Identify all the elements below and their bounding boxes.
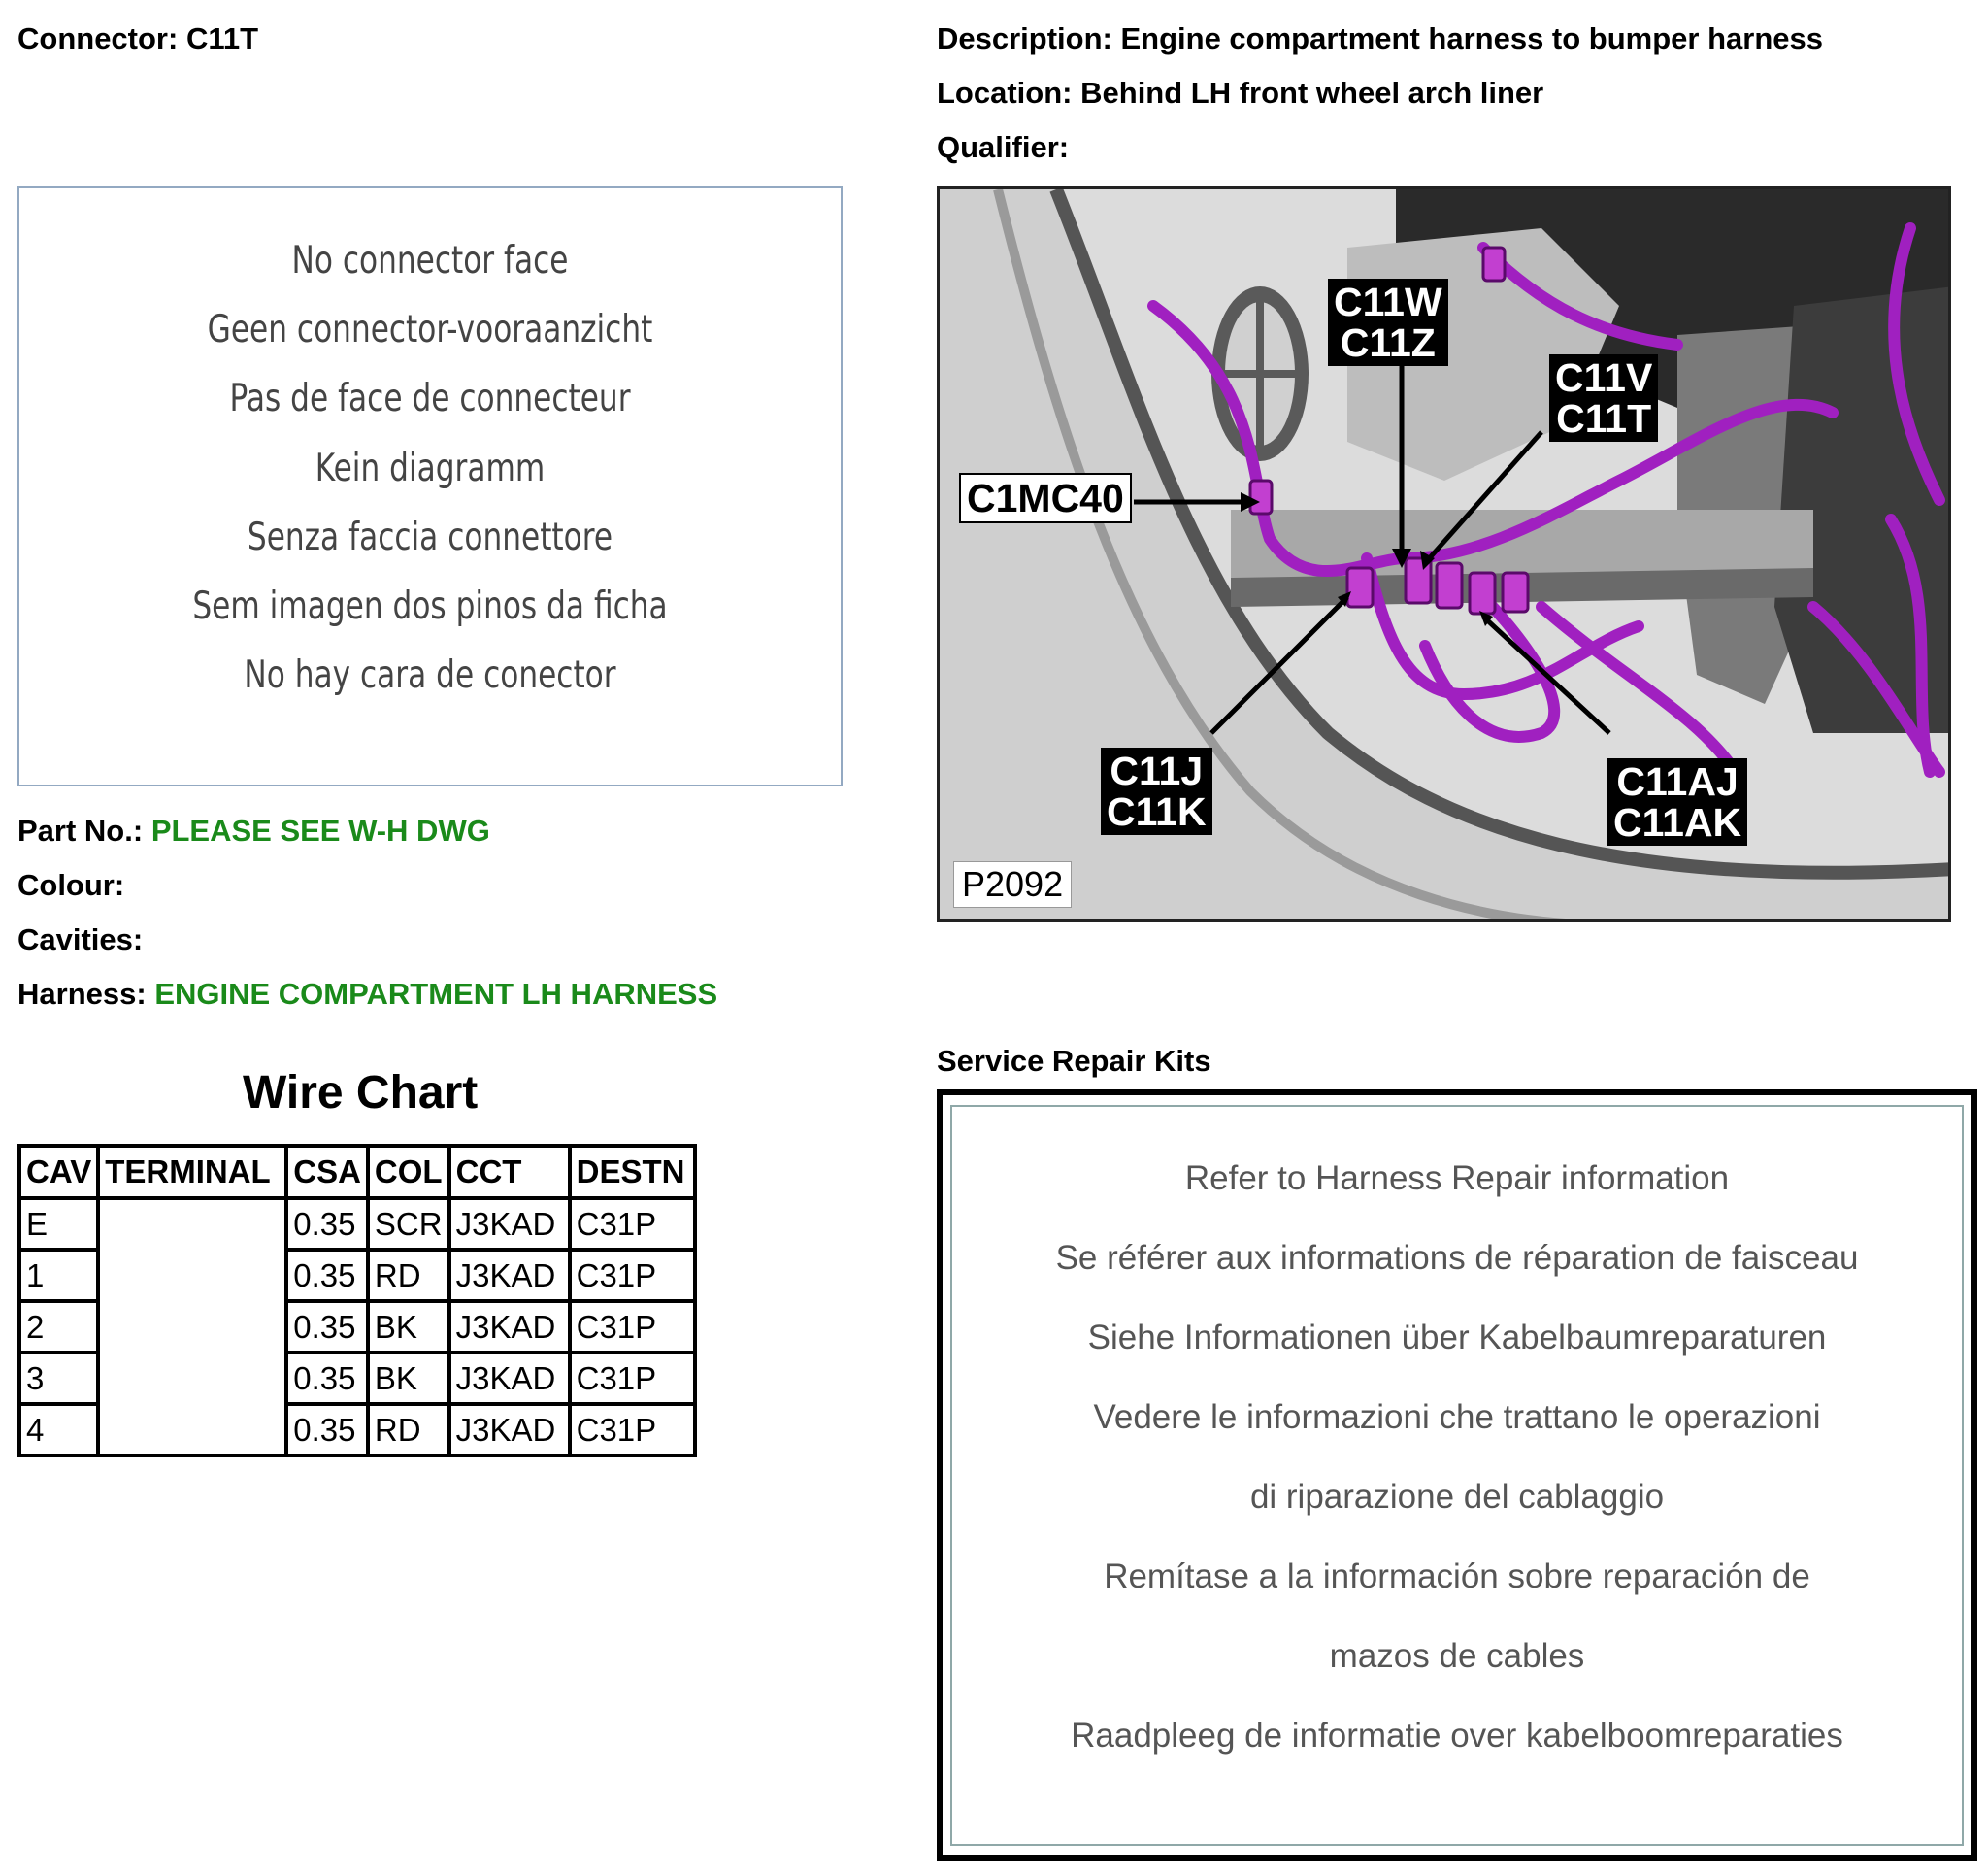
callout-c11aj: C11AJ [1616, 759, 1739, 804]
cell-col: RD [368, 1404, 449, 1455]
part-no-value: PLEASE SEE W-H DWG [150, 814, 490, 848]
kit-line: mazos de cables [1329, 1637, 1585, 1675]
cell-csa: 0.35 [286, 1250, 368, 1301]
cell-destn: C31P [570, 1250, 695, 1301]
cell-cct: J3KAD [449, 1250, 570, 1301]
callout-c11k: C11K [1107, 789, 1207, 834]
cavities-label: Cavities: [17, 922, 144, 956]
location-field [937, 76, 1543, 111]
callout-c11aj-c11ak [1607, 758, 1747, 846]
colour-label: Colour: [17, 868, 125, 902]
header-destn: DESTN [570, 1146, 695, 1198]
qualifier-label: Qualifier: [937, 130, 1070, 164]
callout-c1mc40-label: C1MC40 [967, 476, 1124, 520]
cell-csa: 0.35 [286, 1198, 368, 1250]
header-csa: CSA [286, 1146, 368, 1198]
kit-line: di riparazione del cablaggio [1249, 1478, 1665, 1516]
service-repair-kits-title: Service Repair Kits [937, 1044, 1211, 1078]
callout-c11t: C11T [1556, 396, 1652, 441]
connector-face-panel [17, 186, 843, 786]
connector-field [17, 21, 258, 56]
callout-c11j: C11J [1110, 749, 1204, 793]
cell-csa: 0.35 [286, 1404, 368, 1455]
face-line: Senza faccia connettore [247, 516, 613, 559]
cell-terminal [98, 1198, 286, 1455]
cell-cav: E [19, 1198, 98, 1250]
header-cct: CCT [449, 1146, 570, 1198]
wire-chart-header-row [19, 1146, 695, 1198]
cell-col: RD [368, 1250, 449, 1301]
kit-line: Siehe Informationen über Kabelbaumreparaturen [1087, 1319, 1827, 1356]
kit-line: Refer to Harness Repair information [1184, 1159, 1730, 1197]
kit-line: Raadpleeg de informatie over kabelboomreparaties [1071, 1717, 1843, 1755]
face-line: No connector face [291, 239, 569, 283]
qualifier-field [937, 130, 1069, 165]
harness-field [17, 977, 717, 1012]
cell-destn: C31P [570, 1404, 695, 1455]
part-no-label: Part No.: [17, 814, 144, 848]
cell-cav: 3 [19, 1353, 98, 1404]
location-value: Behind LH front wheel arch liner [1080, 76, 1544, 110]
cell-cav: 2 [19, 1301, 98, 1353]
face-line: No hay cara de conector [244, 653, 616, 697]
cell-destn: C31P [570, 1353, 695, 1404]
cavities-field [17, 922, 143, 957]
header-col: COL [368, 1146, 449, 1198]
cell-cct: J3KAD [449, 1404, 570, 1455]
callout-c11z: C11Z [1340, 320, 1436, 365]
connector-value: C11T [185, 21, 259, 55]
harness-value: ENGINE COMPARTMENT LH HARNESS [154, 977, 718, 1011]
colour-field [17, 868, 124, 903]
description-value: Engine compartment harness to bumper harness [1120, 21, 1823, 55]
face-line: Geen connector-vooraanzicht [207, 308, 653, 351]
part-no-field [17, 814, 490, 849]
cell-col: BK [368, 1301, 449, 1353]
face-line: Pas de face de connecteur [229, 377, 631, 420]
kit-line: Se référer aux informations de réparation de faisceau [1055, 1239, 1859, 1277]
callout-c11w: C11W [1334, 280, 1442, 324]
service-repair-kits-inner [950, 1105, 1964, 1846]
callout-c11v: C11V [1555, 355, 1653, 400]
image-reference: P2092 [953, 861, 1072, 908]
location-label: Location: [937, 76, 1073, 110]
callout-c11w-c11z [1328, 279, 1448, 366]
face-line: Sem imagen dos pinos da ficha [192, 585, 668, 628]
callout-c1mc40 [959, 473, 1132, 523]
connector-label: Connector: [17, 21, 179, 55]
face-line: Kein diagramm [315, 447, 546, 490]
cell-csa: 0.35 [286, 1301, 368, 1353]
cell-col: BK [368, 1353, 449, 1404]
wire-chart-title: Wire Chart [243, 1067, 479, 1119]
connector-location-image [937, 186, 1951, 922]
callout-c11ak: C11AK [1613, 800, 1742, 845]
cell-destn: C31P [570, 1198, 695, 1250]
cell-cav: 1 [19, 1250, 98, 1301]
cell-cav: 4 [19, 1404, 98, 1455]
cell-cct: J3KAD [449, 1353, 570, 1404]
harness-label: Harness: [17, 977, 147, 1011]
wire-chart-table [17, 1144, 697, 1457]
cell-col: SCR [368, 1198, 449, 1250]
kit-line: Remítase a la información sobre reparación de [1104, 1557, 1810, 1595]
cell-destn: C31P [570, 1301, 695, 1353]
callout-c11v-c11t [1549, 354, 1658, 442]
description-field [937, 21, 1823, 56]
header-terminal: TERMINAL [98, 1146, 286, 1198]
description-label: Description: [937, 21, 1112, 55]
table-row [19, 1198, 695, 1250]
service-repair-kits-panel [937, 1089, 1977, 1861]
cell-cct: J3KAD [449, 1198, 570, 1250]
callout-c11j-c11k [1101, 748, 1212, 835]
kit-line: Vedere le informazioni che trattano le operazioni [1093, 1398, 1821, 1436]
cell-cct: J3KAD [449, 1301, 570, 1353]
header-cav: CAV [19, 1146, 98, 1198]
cell-csa: 0.35 [286, 1353, 368, 1404]
